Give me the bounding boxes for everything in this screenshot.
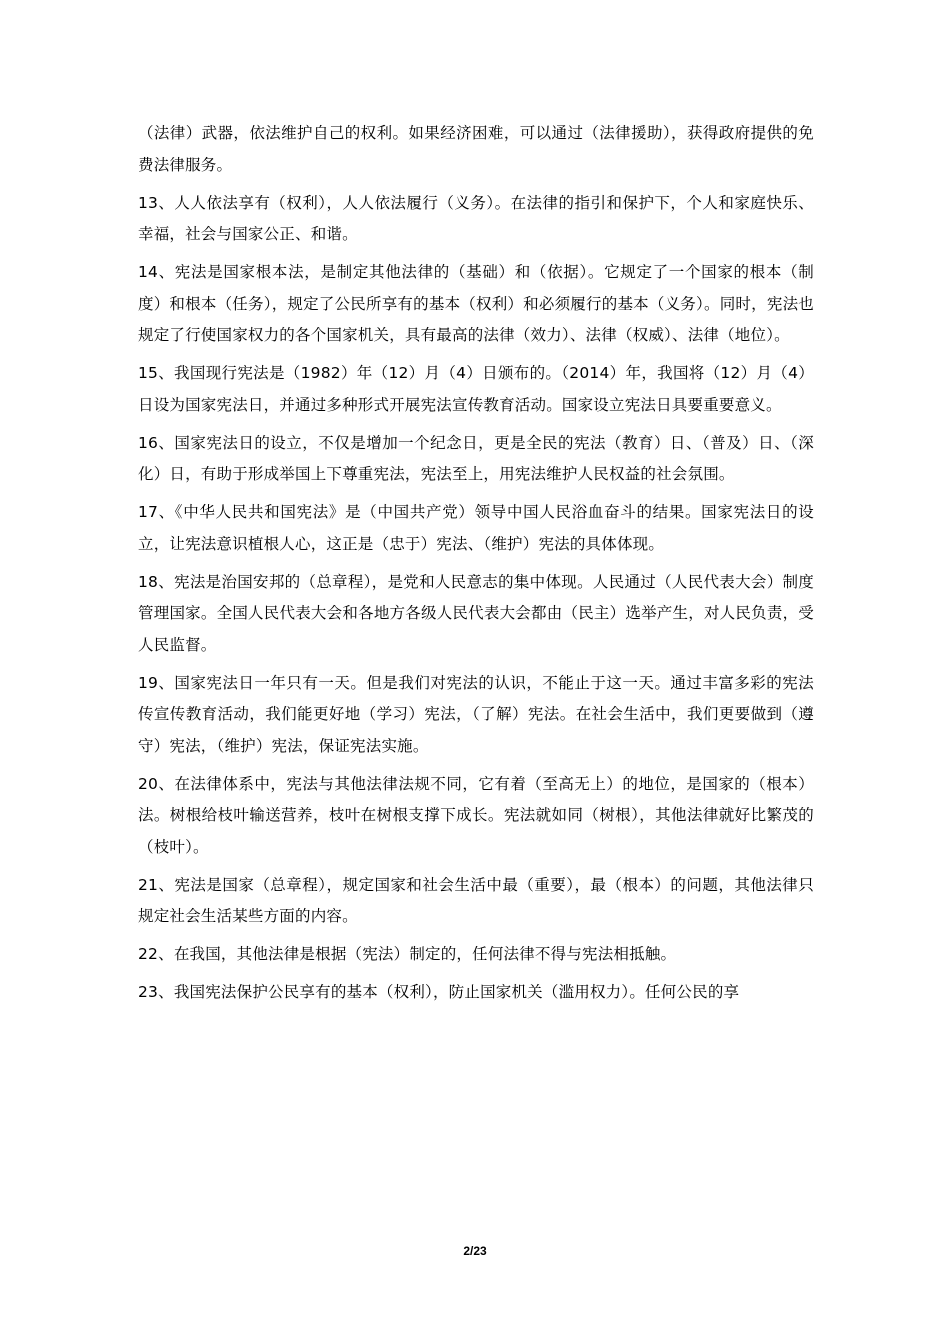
paragraph-14: 14、宪法是国家根本法，是制定其他法律的（基础）和（依据）。它规定了一个国家的根本（制度）和根本（任务），规定了公民所享有的基本（权利）和必须履行的基本（义务）。同时，宪法也规定了行使国家权力的各个国家机关，具有最高的法律（效力）、法律（权威）、法律（地位）。: [138, 263, 814, 344]
page-number: 2/23: [463, 1244, 487, 1258]
paragraph-13: 13、人人依法享有（权利），人人依法履行（义务）。在法律的指引和保护下，个人和家庭快乐、幸福，社会与国家公正、和谐。: [138, 193, 814, 243]
paragraph-20: 20、在法律体系中，宪法与其他法律法规不同，它有着（至高无上）的地位，是国家的（根本）法。树根给枝叶输送营养，枝叶在树根支撑下成长。宪法就如同（树根），其他法律就好比繁茂的（枝叶）。: [138, 774, 814, 856]
paragraph-15: 15、我国现行宪法是（1982）年（12）月（4）日颁布的。（2014）年，我国将（12）月（4）日设为国家宪法日，并通过多种形式开展宪法宣传教育活动。国家设立宪法日具要重要意义。: [138, 364, 814, 414]
paragraph-1: （法律）武器，依法维护自己的权利。如果经济困难，可以通过（法律援助），获得政府提供的免费法律服务。: [138, 124, 814, 174]
paragraph-19: 19、国家宪法日一年只有一天。但是我们对宪法的认识，不能止于这一天。通过丰富多彩的宪法传宣传教育活动，我们能更好地（学习）宪法，（了解）宪法。在社会生活中，我们更要做到（遵守）宪法，（维护）宪法，保证宪法实施。: [138, 673, 814, 755]
paragraph-22: 22、在我国，其他法律是根据（宪法）制定的，任何法律不得与宪法相抵触。: [138, 945, 677, 963]
paragraph-21: 21、宪法是国家（总章程），规定国家和社会生活中最（重要），最（根本）的问题，其他法律只规定社会生活某些方面的内容。: [138, 875, 814, 925]
document-body: [138, 118, 814, 1015]
paragraph-16: 16、国家宪法日的设立，不仅是增加一个纪念日，更是全民的宪法（教育）日、（普及）日、（深化）日，有助于形成举国上下尊重宪法，宪法至上，用宪法维护人民权益的社会氛围。: [138, 433, 814, 483]
paragraph-23: 23、我国宪法保护公民享有的基本（权利），防止国家机关（滥用权力）。任何公民的享: [138, 983, 740, 1001]
paragraph-18: 18、宪法是治国安邦的（总章程），是党和人民意志的集中体现。人民通过（人民代表大会）制度管理国家。全国人民代表大会和各地方各级人民代表大会都由（民主）选举产生，对人民负责，受人民监督。: [138, 572, 814, 654]
paragraph-17: 17、《中华人民共和国宪法》是（中国共产党）领导中国人民浴血奋斗的结果。国家宪法日的设立，让宪法意识植根人心，这正是（忠于）宪法、（维护）宪法的具体体现。: [138, 503, 814, 553]
